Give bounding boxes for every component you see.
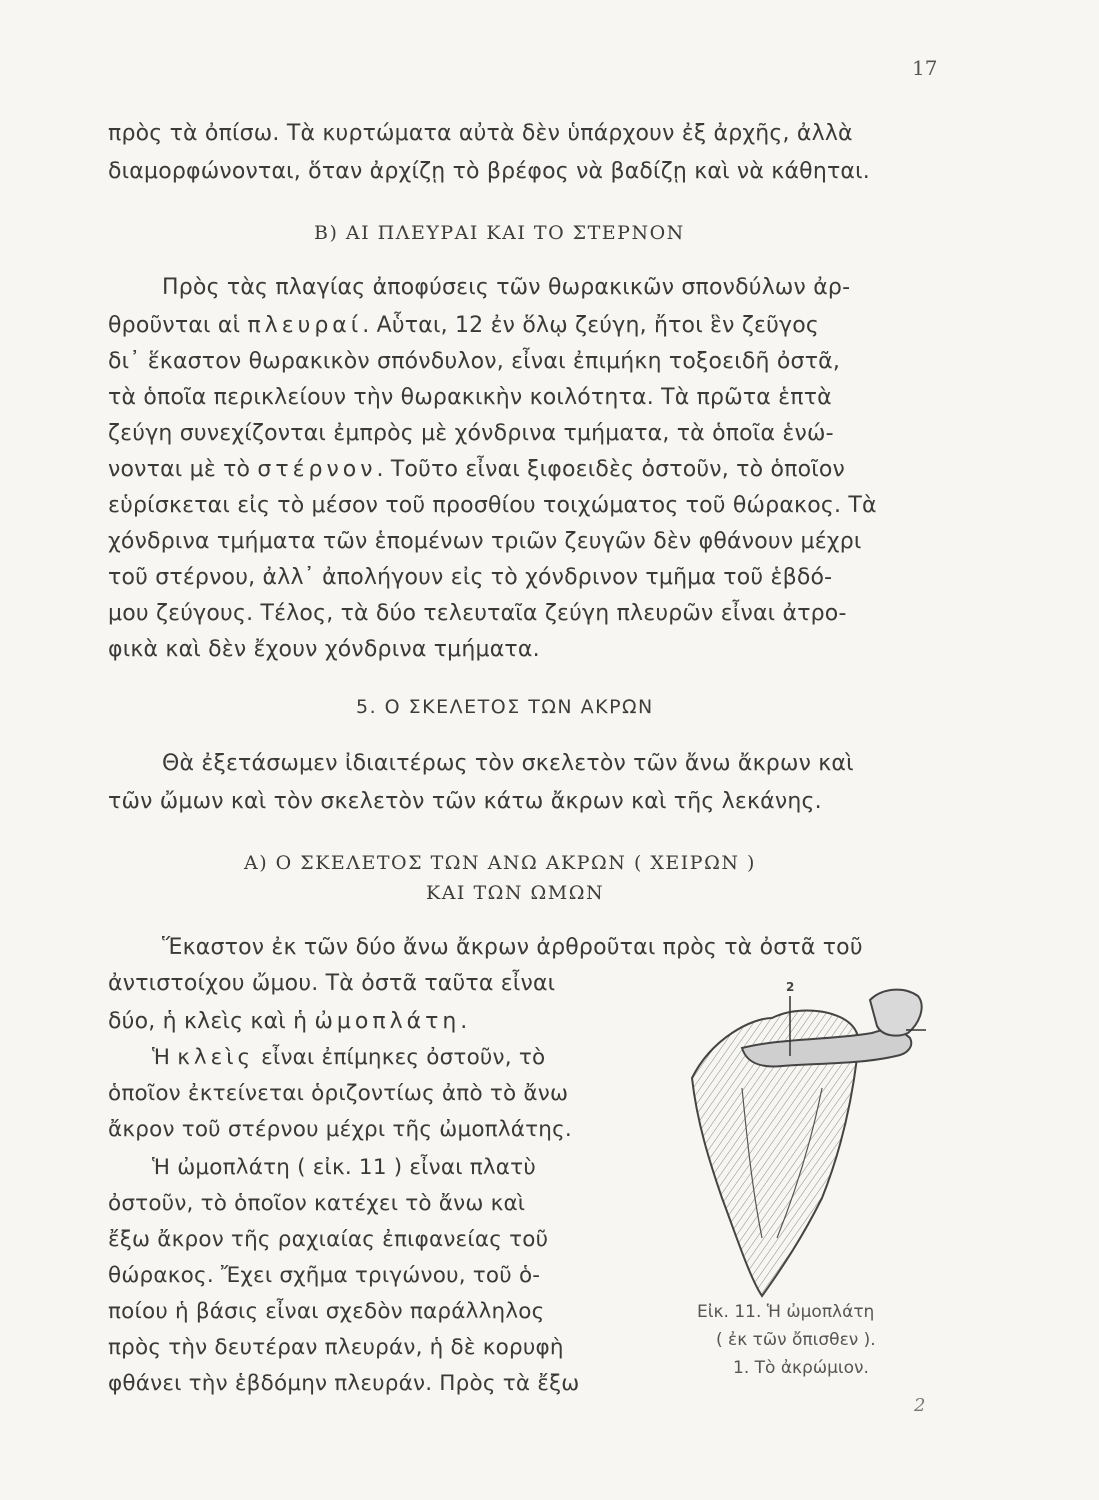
text-line: ὁποῖον ἐκτείνεται ὁριζοντίως ἀπὸ τὸ ἄνω (108, 1081, 569, 1106)
text-line: ὀστοῦν, τὸ ὁποῖον κατέχει τὸ ἄνω καὶ (108, 1191, 526, 1216)
text-line: ἄκρον τοῦ στέρνου μέχρι τῆς ὠμοπλάτης. (108, 1117, 572, 1142)
section-heading-ribs-sternum: Β) ΑΙ ΠΛΕΥΡΑΙ ΚΑΙ ΤΟ ΣΤΕΡΝΟΝ (314, 222, 685, 244)
text-line: τὰ ὁποῖα περικλείουν τὴν θωρακικὴν κοιλότητα. Τὰ πρῶτα ἑπτὰ (108, 385, 832, 410)
emphasized-term-clavicle: κλεὶς (177, 1045, 255, 1070)
scapula-icon (682, 978, 952, 1308)
text-span: . (460, 1009, 468, 1034)
text-line: Θὰ ἐξετάσωμεν ἰδιαιτέρως τὸν σκελετὸν τῶν ἄνω ἄκρων καὶ (162, 751, 854, 776)
text-line: διαμορφώνονται, ὅταν ἀρχίζῃ τὸ βρέφος νὰ βαδίζῃ καὶ νὰ κάθηται. (108, 159, 870, 184)
text-line: χόνδρινα τμήματα τῶν ἑπομένων τριῶν ζευγῶν δὲν φθάνουν μέχρι (108, 529, 862, 554)
text-line: πρὸς τὴν δευτέραν πλευράν, ἡ δὲ κορυφὴ (108, 1335, 564, 1360)
text-line: φικὰ καὶ δὲν ἔχουν χόνδρινα τμήματα. (108, 637, 540, 662)
text-line: ἔξω ἄκρον τῆς ραχιαίας ἐπιφανείας τοῦ (108, 1227, 549, 1252)
emphasized-term-scapula: ὠμοπλάτη (314, 1009, 461, 1034)
text-span: νονται μὲ τὸ (108, 457, 258, 482)
text-line: μου ζεύγους. Τέλος, τὰ δύο τελευταῖα ζεύγη πλευρῶν εἶναι ἀτρο- (108, 601, 847, 626)
text-span: . Τοῦτο εἶναι ξιφοειδὲς ὀστοῦν, τὸ ὁποῖον (376, 457, 846, 482)
text-line: θώρακος. Ἔχει σχῆμα τριγώνου, τοῦ ὁ- (108, 1263, 541, 1288)
text-span: εἶναι ἐπίμηκες ὀστοῦν, τὸ (254, 1045, 546, 1070)
text-line: ζεύγη συνεχίζονται ἐμπρὸς μὲ χόνδρινα τμήματα, τὰ ὁποῖα ἑνώ- (108, 421, 834, 446)
text-line (108, 454, 845, 486)
text-line: πρὸς τὰ ὀπίσω. Τὰ κυρτώματα αὐτὰ δὲν ὑπάρχουν ἐξ ἀρχῆς, ἀλλὰ (108, 121, 853, 146)
text-line (152, 1042, 545, 1074)
section-heading-limbs: 5. Ο ΣΚΕΛΕΤΟΣ ΤΩΝ ΑΚΡΩΝ (356, 696, 654, 718)
text-line: εὑρίσκεται εἰς τὸ μέσον τοῦ προσθίου τοιχώματος τοῦ θώρακος. Τὰ (108, 493, 877, 518)
text-line: φθάνει τὴν ἑβδόμην πλευράν. Πρὸς τὰ ἔξω (108, 1371, 580, 1396)
text-line (108, 1006, 468, 1038)
text-line: δι᾿ ἕκαστον θωρακικὸν σπόνδυλον, εἶναι ἐπιμήκη τοξοειδῆ ὀστᾶ, (108, 349, 841, 374)
signature-mark: 2 (914, 1395, 926, 1416)
page-number-top: 17 (912, 56, 938, 80)
text-span: . Αὗται, 12 ἐν ὅλῳ ζεύγη, ἤτοι ἓν ζεῦγος (362, 313, 820, 338)
text-span: θροῦνται αἱ (108, 313, 248, 338)
text-line: τῶν ὤμων καὶ τὸν σκελετὸν τῶν κάτω ἄκρων καὶ τῆς λεκάνης. (108, 789, 822, 814)
figure-caption-legend: 1. Τὸ ἀκρώμιον. (733, 1358, 869, 1378)
text-line: Ἕκαστον ἐκ τῶν δύο ἄνω ἄκρων ἀρθροῦται πρὸς τὰ ὀστᾶ τοῦ (162, 935, 863, 960)
text-line: ποίου ἡ βάσις εἶναι σχεδὸν παράλληλος (108, 1299, 545, 1324)
emphasized-term-sternum: στέρνον (257, 457, 377, 482)
section-heading-upper-limbs-2: ΚΑΙ ΤΩΝ ΩΜΩΝ (426, 882, 605, 904)
emphasized-term-ribs: πλευραί (247, 313, 363, 338)
text-line: Πρὸς τὰς πλαγίας ἀποφύσεις τῶν θωρακικῶν σπονδύλων ἀρ- (162, 275, 851, 300)
scapula-illustration (682, 978, 952, 1308)
text-span: δύο, ἡ κλεὶς καὶ ἡ (108, 1009, 315, 1034)
section-heading-upper-limbs: Α) Ο ΣΚΕΛΕΤΟΣ ΤΩΝ ΑΝΩ ΑΚΡΩΝ ( ΧΕΙΡΩΝ ) (244, 852, 756, 874)
figure-label-2: 2 (786, 980, 795, 994)
text-line: τοῦ στέρνου, ἀλλ᾿ ἀπολήγουν εἰς τὸ χόνδρινον τμῆμα τοῦ ἑβδό- (108, 565, 833, 590)
text-line: Ἡ ὠμοπλάτη ( εἰκ. 11 ) εἶναι πλατὺ (152, 1155, 536, 1180)
figure-caption-subtitle: ( ἐκ τῶν ὄπισθεν ). (716, 1330, 876, 1350)
text-line (108, 310, 819, 342)
text-line: ἀντιστοίχου ὤμου. Τὰ ὀστᾶ ταῦτα εἶναι (108, 971, 556, 996)
figure-caption-title: Εἰκ. 11. Ἡ ὠμοπλάτη (697, 1302, 875, 1322)
text-span: Ἡ (152, 1045, 178, 1070)
